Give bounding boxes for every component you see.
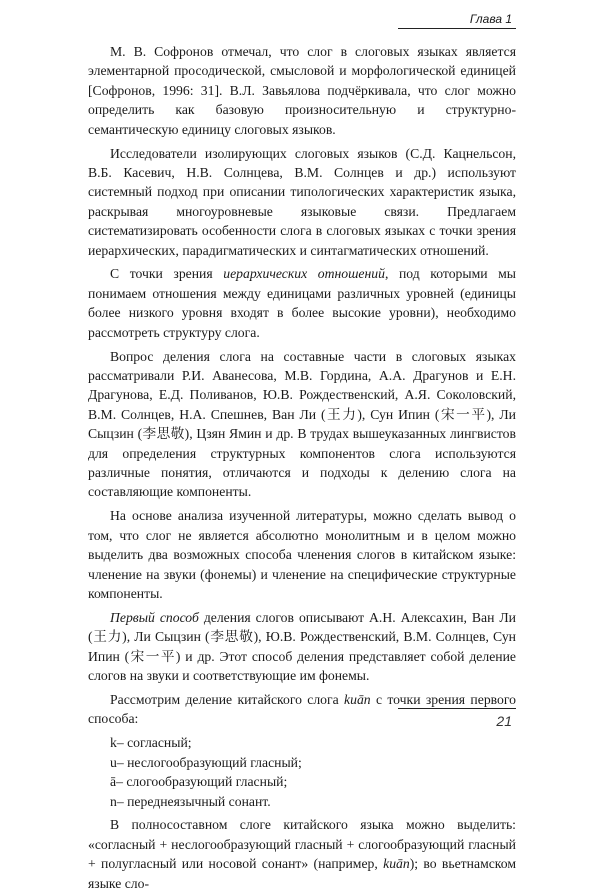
- footer-rule: [398, 708, 516, 709]
- paragraph-8-end: ); во вьетнамском языке сло-: [88, 856, 517, 891]
- page-number: 21: [496, 713, 512, 729]
- paragraph-7-end: с точки зрения первого способа:: [88, 692, 516, 727]
- chapter-label: Глава 1: [469, 12, 512, 26]
- example-syllable: kuān: [344, 692, 371, 707]
- header-rule: [398, 28, 516, 29]
- paragraph-6-end: деления слогов описывают А.Н. Алексахин, Ван Ли (王力), Ли Сыцзин (李思敬), Ю.В. Рождественский, В.М. Солнцев, Сун Ипин (宋一平) и др. Этот способ деления представляет собой деление слогов на звуки и соответствующие им фонемы.: [88, 609, 516, 684]
- paragraph-2: Исследователи изолирующих слоговых языков (С.Д. Кацнельсон, В.Б. Касевич, Н.В. Солнцева, В.М. Солнцев и др.) используют системный подход при описании типологических характеристик языка, раскрывая многоуровневые языковые связи. Предлагаем систематизировать особенности слога в слоговых языках с точки зрения иерархических, парадигматических и синтагматических отношений.: [88, 145, 516, 258]
- paragraph-7-start: Рассмотрим деление китайского слога: [110, 692, 345, 707]
- paragraph-8: [88, 815, 516, 893]
- paragraph-4: Вопрос деления слога на составные части в слоговых языках рассматривали Р.И. Аванесова, М.В. Гордина, А.А. Драгунов и Е.Н. Драгунова, Е.Д. Поливанов, Ю.В. Рождественский, А.Я. Соколовский, В.М. Солнцев, Н.А. Спешнев, Ван Ли (王力), Сун Ипин (宋一平), Ли Сыцзин (李思敬), Цзян Ямин и др. В трудах вышеуказанных лингвистов для определения структурных компонентов слога используются различные понятия, отличаются и подходы к делению слога на составляющие компоненты.: [88, 348, 516, 500]
- paragraph-5: На основе анализа изученной литературы, можно сделать вывод о том, что слог не является абсолютно монолитным и в целом можно выделить два возможных способа членения слогов в китайском языке: членение на звуки (фонемы) и членение на специфические структурные компоненты.: [88, 508, 516, 601]
- term-hierarchical-relations: иерархических отношений: [223, 266, 385, 282]
- running-header: [398, 10, 516, 29]
- list-item-consonant: k– согласный;: [110, 735, 192, 751]
- paragraph-6: [88, 608, 516, 686]
- paragraph-1: М. В. Софронов отмечал, что слог в слоговых языках является элементарной просодической, смысловой и морфологической единицей [Софронов, 1996: 31]. В.Л. Завьялова подчёркивала, что слог можно определить как базовую произносительную и структурно-семантическую единицу слоговых языков.: [88, 44, 516, 137]
- paragraph-8-start: В полносоставном слоге китайского языка можно выделить: «согласный + неслогообразующий гласный + слогообразующий гласный + полугласный или носовой сонант» (например,: [88, 817, 516, 872]
- paragraph-3-start: С точки зрения: [110, 266, 224, 282]
- body-text: [88, 42, 516, 893]
- list-item-sonant: n– переднеязычный сонант.: [110, 793, 271, 809]
- paragraph-3-end: , под которыми мы понимаем отношения между единицами различных уровней (единицы более низкого уровня входят в более высокие уровни), необходимо рассмотреть структуру слога.: [88, 266, 516, 340]
- example-syllable-2: kuān: [383, 856, 410, 872]
- list-item-syllabic-vowel: ā– слогообразующий гласный;: [110, 774, 288, 790]
- term-first-method: Первый способ: [110, 609, 199, 625]
- list-item-nonsyllabic-vowel: u– неслогообразующий гласный;: [110, 754, 302, 770]
- paragraph-3: [88, 264, 516, 342]
